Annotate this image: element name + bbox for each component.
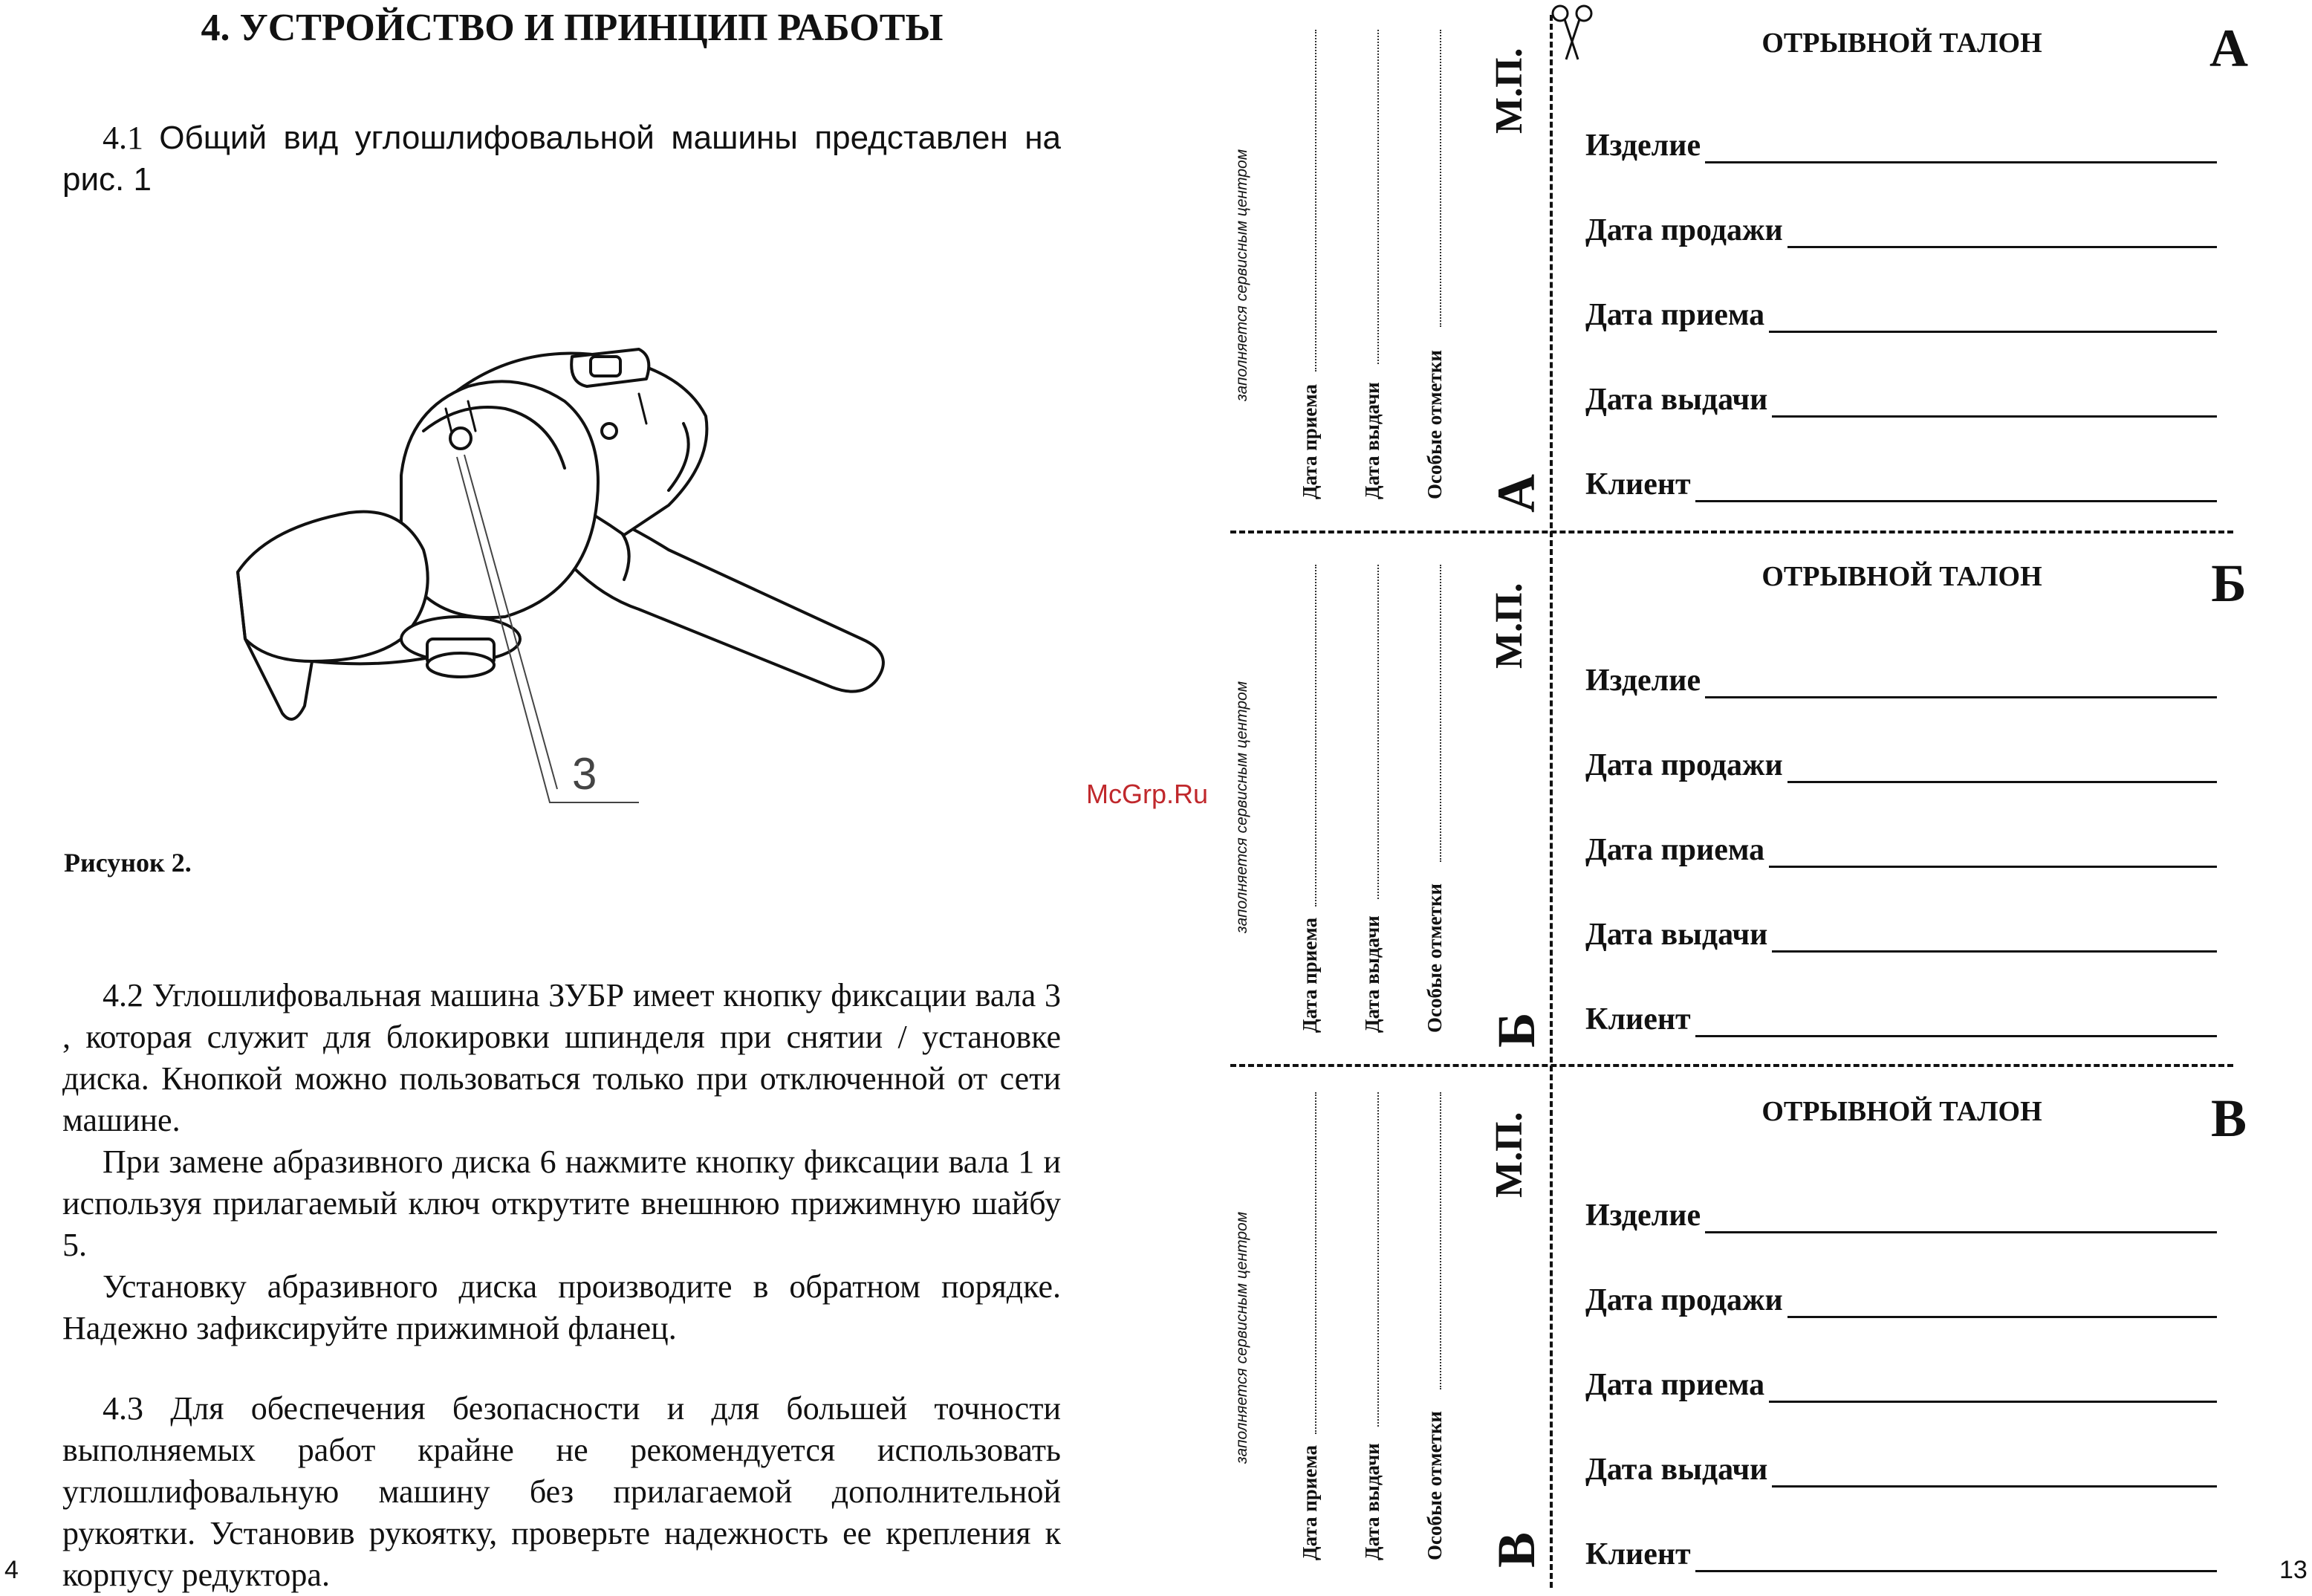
field-receive-date[interactable]: Дата приема	[1585, 829, 2217, 868]
figure-caption: Рисунок 2.	[64, 848, 192, 878]
section-title: 4. УСТРОЙСТВО И ПРИНЦИП РАБОТЫ	[201, 7, 944, 49]
angle-grinder-figure	[223, 327, 936, 862]
stub-stamp: М.П.	[1488, 1112, 1530, 1198]
field-sale-date[interactable]: Дата продажи	[1585, 210, 2217, 248]
paragraph-text: Установку абразивного диска производите в обратном порядке. Надежно зафиксируйте прижимной фланец.	[62, 1268, 1061, 1346]
stub-note: заполняется сервисным центром	[1233, 681, 1250, 933]
coupon-letter: В	[2210, 1089, 2247, 1148]
stub-date-out: Дата выдачи	[1361, 915, 1383, 1033]
stub-note: заполняется сервисным центром	[1233, 149, 1250, 401]
paragraph-4-2	[62, 975, 1061, 1349]
coupon-title: ОТРЫВНОЙ ТАЛОН	[1761, 561, 2042, 592]
paragraph-4-3	[62, 1388, 1061, 1596]
stub-date-out: Дата выдачи	[1361, 1443, 1383, 1560]
stub-remarks: Особые отметки	[1423, 883, 1446, 1033]
coupon-letter: Б	[2211, 554, 2247, 613]
field-issue-date[interactable]: Дата выдачи	[1585, 379, 2217, 418]
cut-line-vertical	[1550, 15, 1553, 1588]
stub-remarks: Особые отметки	[1423, 350, 1446, 499]
coupon-title: ОТРЫВНОЙ ТАЛОН	[1761, 1096, 2042, 1127]
stub-remarks: Особые отметки	[1423, 1411, 1446, 1560]
stub-letter: В	[1487, 1531, 1546, 1568]
field-sale-date[interactable]: Дата продажи	[1585, 1279, 2217, 1318]
stub-note: заполняется сервисным центром	[1233, 1211, 1250, 1464]
page-number-left: 4	[4, 1556, 19, 1584]
stub-letter: А	[1487, 474, 1546, 513]
paragraph-text: При замене абразивного диска 6 нажмите кнопку фиксации вала 1 и используя прилагаемый ключ открутите внешнюю прижимную шайбу 5.	[62, 1144, 1061, 1263]
stub-letter: Б	[1487, 1012, 1546, 1048]
field-client[interactable]: Клиент	[1585, 999, 2217, 1037]
field-issue-date[interactable]: Дата выдачи	[1585, 914, 2217, 953]
field-receive-date[interactable]: Дата приема	[1585, 1364, 2217, 1403]
paragraph-number: 4.1	[103, 120, 143, 156]
field-product[interactable]: Изделие	[1585, 660, 2217, 698]
cut-line-horizontal	[1230, 531, 2233, 533]
stub-date-in: Дата приема	[1299, 917, 1321, 1033]
stub-date-in: Дата приема	[1299, 1444, 1321, 1560]
page-number-right: 13	[2279, 1556, 2308, 1584]
watermark: McGrp.Ru	[1086, 779, 1209, 809]
stub-stamp: М.П.	[1488, 583, 1530, 669]
field-issue-date[interactable]: Дата выдачи	[1585, 1449, 2217, 1488]
stub-date-in: Дата приема	[1299, 383, 1321, 499]
paragraph-4-1	[62, 117, 1061, 201]
field-product[interactable]: Изделие	[1585, 125, 2217, 163]
paragraph-text: 4.3 Для обеспечения безопасности и для большей точности выполняемых работ крайне не рекомендуется использовать углошлифовальную машину без прилагаемой дополнительной рукоятки. Установив рукоятку, проверьте надежность ее крепления к корпусу редуктора.	[62, 1390, 1061, 1593]
coupon-letter: А	[2209, 19, 2248, 78]
field-product[interactable]: Изделие	[1585, 1195, 2217, 1233]
cut-line-horizontal	[1230, 1064, 2233, 1067]
paragraph-text: Общий вид углошлифовальной машины представлен на рис. 1	[62, 120, 1062, 198]
stub-date-out: Дата выдачи	[1361, 382, 1383, 499]
figure-callout-number: 3	[572, 749, 597, 799]
wheel-guard	[238, 512, 428, 661]
field-client[interactable]: Клиент	[1585, 1534, 2217, 1572]
field-client[interactable]: Клиент	[1585, 464, 2217, 502]
paragraph-text: 4.2 Углошлифовальная машина ЗУБР имеет кнопку фиксации вала 3 , которая служит для блокировки шпинделя при снятии / установке диска. Кнопкой можно пользоваться только при отключенной от сети машине.	[62, 977, 1061, 1138]
field-receive-date[interactable]: Дата приема	[1585, 294, 2217, 333]
coupon-title: ОТРЫВНОЙ ТАЛОН	[1761, 27, 2042, 59]
field-sale-date[interactable]: Дата продажи	[1585, 745, 2217, 783]
stub-stamp: М.П.	[1488, 48, 1530, 134]
